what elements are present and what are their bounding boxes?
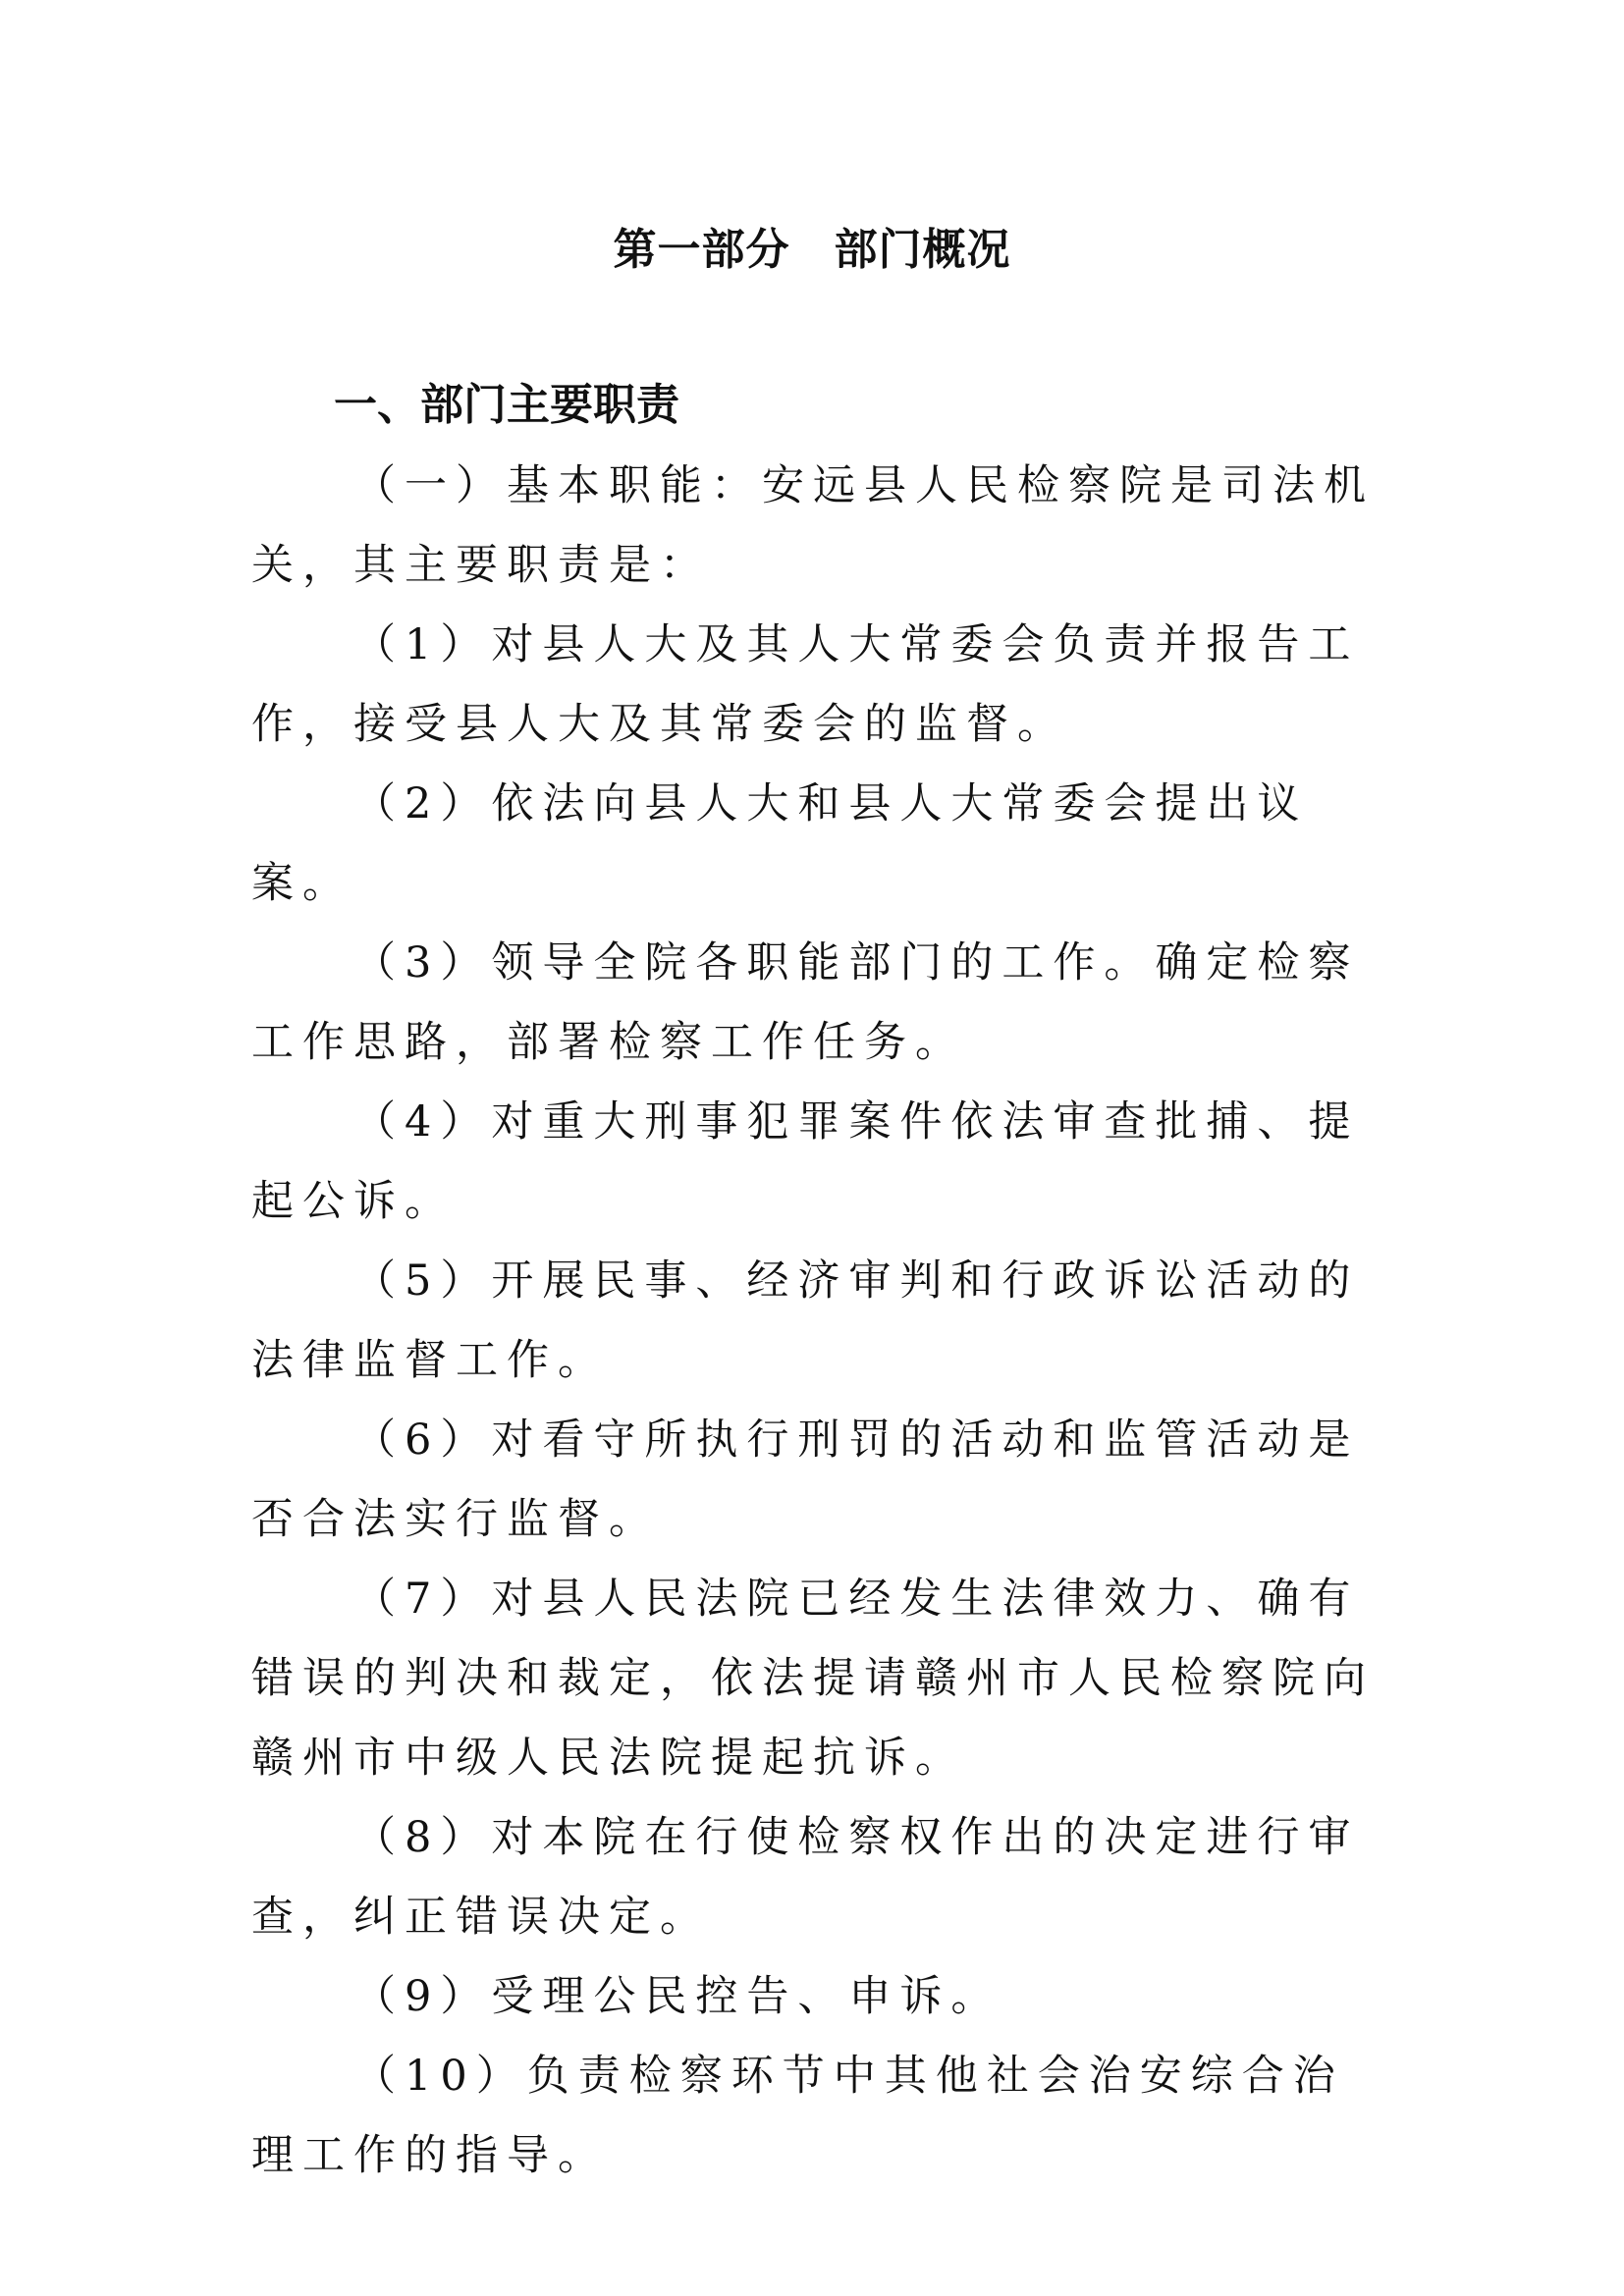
paragraph-duty-4: （4）对重大刑事犯罪案件依法审查批捕、提起公诉。 <box>251 1097 1360 1226</box>
paragraph-duty-2: （2）依法向县人大和县人大常委会提出议案。 <box>251 779 1309 908</box>
paragraph-duty-10: （10）负责检察环节中其他社会治安综合治理工作的指导。 <box>251 2052 1344 2180</box>
part-title: 第一部分 部门概况 <box>613 225 1011 275</box>
paragraph-duty-8: （8）对本院在行使检察权作出的决定进行审查，纠正错误决定。 <box>251 1813 1360 1942</box>
paragraph-duty-7: （7）对县人民法院已经发生法律效力、确有错误的判决和裁定，依法提请赣州市人民检察院向赣州市中级人民法院提起抗诉。 <box>251 1575 1375 1783</box>
body-text <box>251 447 1390 2196</box>
paragraph-duty-1: （1）对县人大及其人大常委会负责并报告工作，接受县人大及其常委会的监督。 <box>251 620 1360 749</box>
section-heading: 一、部门主要职责 <box>334 380 679 430</box>
paragraph-duty-6: （6）对看守所执行刑罚的活动和监管活动是否合法实行监督。 <box>251 1415 1360 1544</box>
paragraph-duty-9: （9）受理公民控告、申诉。 <box>353 1972 1002 2021</box>
paragraph-duty-3: （3）领导全院各职能部门的工作。确定检察工作思路，部署检察工作任务。 <box>251 938 1360 1067</box>
paragraph-basic-function: （一）基本职能：安远县人民检察院是司法机关，其主要职责是： <box>251 461 1375 590</box>
paragraph-duty-5: （5）开展民事、经济审判和行政诉讼活动的法律监督工作。 <box>251 1256 1360 1385</box>
